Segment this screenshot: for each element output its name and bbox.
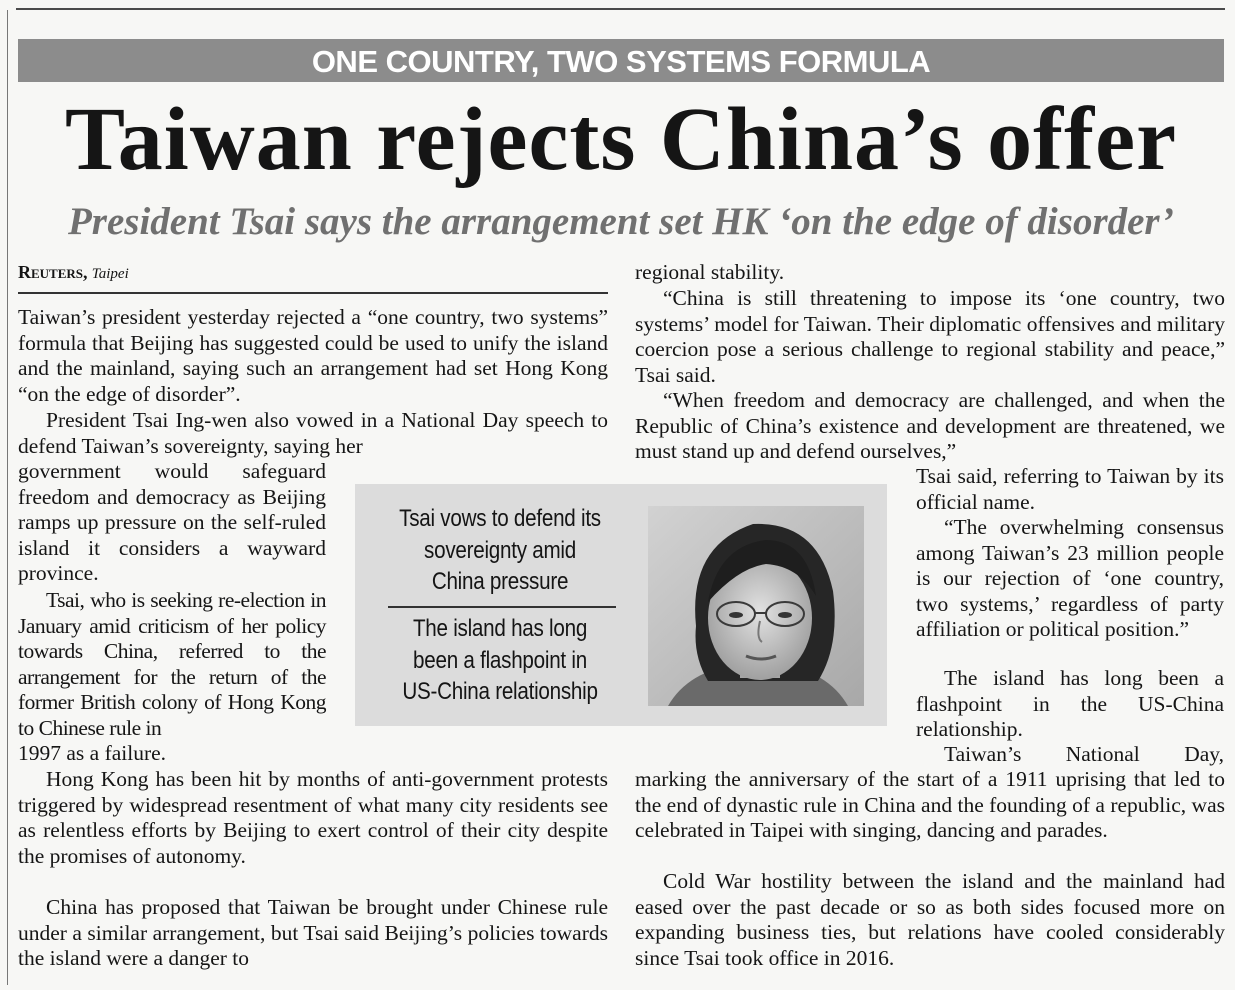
top-rule	[16, 8, 1225, 10]
byline-source: Reuters,	[18, 262, 88, 282]
tsai-portrait-photo	[648, 506, 864, 706]
byline-rule	[18, 292, 608, 294]
headline: Taiwan rejects China’s offer	[64, 90, 1178, 189]
article-paragraph: “China is still threatening to impose its ‘one country, two systems’ model for Taiwan. Their diplomatic offensives and military coercion pose a serious challenge to regional stability and peace,” Tsai said.	[635, 286, 1225, 387]
article-paragraph: Taiwan’s president yesterday rejected a “one country, two systems” formula that Beijing has suggested could be used to unify the island and the mainland, saying such an arrangement had set Hong Kong “on the edge of disorder”.	[18, 305, 608, 406]
article-paragraph: marking the anniversary of the start of a 1911 uprising that led to the end of dynastic rule in China and the founding of a republic, was celebrated in Taipei with singing, dancing and parades.	[635, 767, 1225, 843]
article-paragraph: “The overwhelming consensus among Taiwan’s 23 million people is our rejection of ‘one country, two systems,’ regardless of party affiliation or political position.”	[916, 515, 1224, 642]
article-paragraph: President Tsai Ing-wen also vowed in a National Day speech to defend Taiwan’s sovereignty, saying her	[18, 408, 608, 458]
subheadline: President Tsai says the arrangement set HK ‘on the edge of disorder’	[67, 200, 1175, 243]
pullquote-divider	[388, 606, 616, 608]
article-paragraph: regional stability.	[635, 260, 785, 284]
article-paragraph: “When freedom and democracy are challenged, and when the Republic of China’s existence and development are threatened, we must stand up and defend ourselves,”	[635, 388, 1225, 464]
article-paragraph: The island has long been a flashpoint in the US-China relationship.	[916, 666, 1224, 742]
article-paragraph: Tsai said, referring to Taiwan by its official name.	[916, 464, 1224, 514]
article-paragraph: government would safeguard freedom and democracy as Beijing ramps up pressure on the self-ruled island it considers a wayward province.	[18, 459, 326, 586]
article-paragraph: Tsai, who is seeking re-election in January amid criticism of her policy towards China, referred to the arrangement for the return of the former British colony of Hong Kong to Chinese rule in	[18, 588, 326, 740]
pullquote-bottom: The island has long been a flashpoint in US-China relationship	[402, 615, 598, 705]
article-paragraph: Hong Kong has been hit by months of anti-government protests triggered by widespread resentment of what many city residents see as relentless efforts by Beijing to exert control of their city despite the promises of autonomy.	[18, 767, 608, 868]
article-paragraph: Taiwan’s National Day,	[944, 742, 1224, 766]
article-paragraph: 1997 as a failure.	[18, 741, 167, 765]
left-border	[7, 10, 8, 985]
article-paragraph: Cold War hostility between the island and the mainland had eased over the past decade or so as both sides focused more on expanding business ties, but relations have cooled considerably since Tsai took office in 2016.	[635, 869, 1225, 970]
pullquote-top: Tsai vows to defend its sovereignty amid China pressure	[399, 505, 601, 595]
byline-location: Taipei	[91, 266, 129, 282]
article-paragraph: China has proposed that Taiwan be brought under Chinese rule under a similar arrangement, but Tsai said Beijing’s policies towards the island were a danger to	[18, 895, 608, 971]
section-kicker: ONE COUNTRY, TWO SYSTEMS FORMULA	[18, 39, 1224, 82]
byline	[18, 260, 129, 286]
